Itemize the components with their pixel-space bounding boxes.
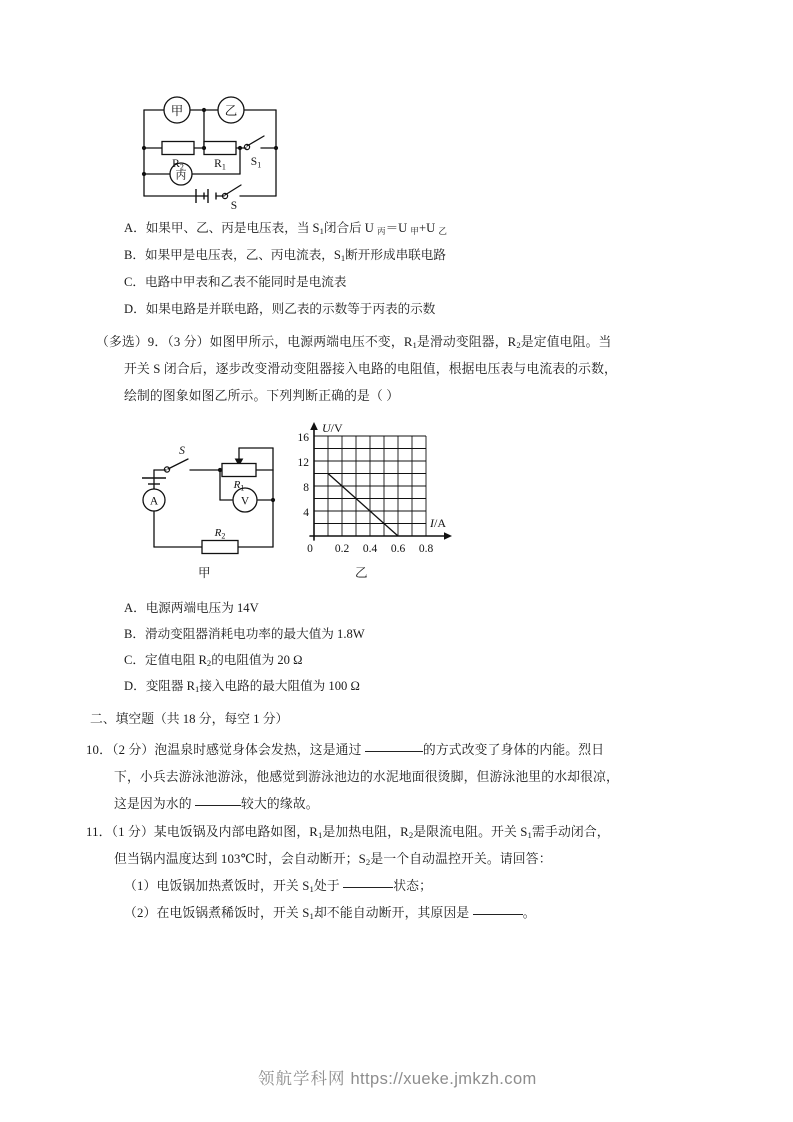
- q11-l2a: 但当锅内温度达到 103℃时，会自动断开；S: [114, 852, 366, 866]
- y-tick-4: 4: [303, 507, 309, 519]
- q11-l3a: （1）电饭锅加热煮饭时，开关 S: [124, 879, 310, 893]
- x-tick-08: 0.8: [418, 543, 434, 555]
- q9-stem-l1c: 是定值电阻。当: [520, 335, 612, 349]
- data-series-line: [328, 474, 398, 537]
- q8-option-d: D．如果电路是并联电路，则乙表的示数等于丙表的示数: [124, 302, 436, 316]
- q8-option-a-plus: +U: [418, 221, 439, 235]
- q11-l1c: 是限流电阻。开关 S: [413, 825, 528, 839]
- q11-line1: [86, 820, 610, 848]
- q8-option-b: [124, 243, 446, 270]
- meter-bing-label: 丙: [175, 169, 187, 182]
- q10-line2: 下，小兵去游泳池游泳，他感觉到游泳池边的水泥地面很烫脚，但游泳池里的水却很凉，: [114, 770, 619, 784]
- switch-s1-label: $S_1$: [250, 156, 262, 170]
- q8-option-a-sub1: 1: [319, 225, 324, 236]
- x-tick-0: 0: [307, 543, 313, 555]
- circuit-diagram-q8: [128, 86, 293, 210]
- q11-l2s1: 2: [365, 856, 371, 867]
- q8-option-b-text: B．如果甲是电压表，乙、丙电流表，S: [124, 248, 341, 262]
- q11-l1b: 是加热电阻，R: [322, 825, 409, 839]
- x-axis-arrow: [444, 532, 452, 540]
- q8-option-a: [124, 216, 447, 243]
- q9-option-c-sub: 2: [206, 657, 212, 668]
- q9-option-a: A．电源两端电压为 14V: [124, 601, 259, 615]
- q9-option-d: [124, 674, 360, 701]
- q10-l1a: 10．（2 分）泡温泉时感觉身体会发热，这是通过: [86, 743, 365, 757]
- x-tick-04: 0.4: [362, 543, 378, 555]
- q9-stem-l1s1: 1: [412, 339, 418, 350]
- q11-l1a: 11．（1 分）某电饭锅及内部电路如图，R: [86, 825, 318, 839]
- q11-l3s1: 1: [309, 883, 314, 894]
- x-tick-02: 0.2: [334, 543, 350, 555]
- ammeter-label: A: [149, 495, 159, 508]
- x-axis-label: I/A: [430, 516, 446, 530]
- q8-option-a-sub2: 丙: [377, 225, 386, 236]
- switch-s-label: S: [230, 200, 238, 210]
- figure-caption-yi: 乙: [355, 566, 368, 580]
- y-tick-12: 12: [297, 457, 309, 469]
- resistor-r2-label-q9: $R_2$: [214, 527, 226, 541]
- q10-l3a: 这是因为水的: [114, 797, 196, 811]
- resistor-r2-symbol: [162, 142, 194, 155]
- q8-option-b-rest: 断开形成串联电路: [345, 248, 446, 262]
- q10-blank-1[interactable]: [365, 751, 423, 752]
- q9-stem-line1: [96, 330, 611, 358]
- q11-l1s2: 2: [408, 829, 414, 840]
- q9-stem-l1s2: 2: [516, 339, 521, 350]
- q8-option-a-sub3: 甲: [410, 225, 419, 236]
- q11-l2b: 是一个自动温控开关。请回答：: [370, 852, 552, 866]
- q9-option-d-sub: 1: [195, 683, 200, 694]
- x-tick-06: 0.6: [390, 543, 406, 555]
- q11-line2: [114, 847, 552, 875]
- q9-stem-line2: 开关 S 闭合后，逐步改变滑动变阻器接入电路的电阻值，根据电压表与电流表的示数，: [124, 362, 617, 376]
- q8-option-a-eq: ＝U: [385, 221, 411, 235]
- y-tick-8: 8: [303, 482, 309, 494]
- q11-l4s1: 1: [309, 910, 314, 921]
- q11-l4a: （2）在电饭锅煮稀饭时，开关 S: [124, 906, 310, 920]
- graph-q9: [288, 418, 463, 568]
- q9-option-d-a: D．变阻器 R: [124, 679, 196, 693]
- watermark-url: https://xueke.jmkzh.com: [350, 1070, 537, 1088]
- q11-l4b: 却不能自动断开，其原因是: [313, 906, 473, 920]
- q11-l1s3: 1: [527, 829, 533, 840]
- figure-caption-jia: 甲: [198, 566, 211, 580]
- q11-l3b: 处于: [313, 879, 344, 893]
- meter-jia-label: 甲: [170, 104, 184, 118]
- q11-blank-2[interactable]: [473, 914, 523, 915]
- q8-option-b-sub1: 1: [340, 252, 346, 263]
- y-axis-arrow: [310, 422, 318, 430]
- q10-l3b: 较大的缘故。: [241, 797, 319, 811]
- rheostat-r1-label: $R_1$: [233, 479, 245, 493]
- y-axis-label: U/V: [322, 421, 343, 435]
- q9-option-b: B．滑动变阻器消耗电功率的最大值为 1.8W: [124, 627, 365, 641]
- resistor-r2-label: $R_2$: [172, 158, 184, 172]
- q8-option-a-text: A．如果甲、乙、丙是电压表，当 S: [124, 221, 320, 235]
- rheostat-r1-symbol: [222, 464, 256, 477]
- watermark: [258, 1065, 537, 1089]
- q9-stem-l1a: （多选）9．（3 分）如图甲所示，电源两端电压不变，R: [96, 335, 413, 349]
- voltmeter-label: V: [240, 495, 250, 508]
- q11-blank-1[interactable]: [343, 887, 393, 888]
- q9-option-c-a: C．定值电阻 R: [124, 653, 207, 667]
- section-2-heading: 二、填空题（共 18 分，每空 1 分）: [90, 712, 289, 726]
- y-tick-16: 16: [297, 432, 309, 444]
- q11-l3c: 状态；: [393, 879, 433, 893]
- meter-yi-label: 乙: [224, 104, 238, 118]
- resistor-r2-symbol-q9: [202, 541, 238, 554]
- q11-l1d: 需手动闭合，: [532, 825, 610, 839]
- resistor-r1-label: $R_1$: [214, 158, 226, 172]
- q10-l1b: 的方式改变了身体的内能。烈日: [422, 743, 605, 757]
- q8-option-a-sub4: 乙: [438, 225, 447, 236]
- q10-blank-2[interactable]: [195, 805, 241, 806]
- switch-s-label-q9: S: [179, 445, 185, 457]
- q9-option-c: [124, 648, 302, 675]
- q9-stem-line3: 绘制的图象如图乙所示。下列判断正确的是（ ）: [124, 389, 400, 403]
- q8-option-c: C．电路中甲表和乙表不能同时是电流表: [124, 275, 347, 289]
- q9-option-c-b: 的电阻值为 20 Ω: [211, 653, 303, 667]
- q11-l1s1: 1: [317, 829, 323, 840]
- q11-l4c: 。: [522, 906, 536, 920]
- q10-line3: [114, 792, 319, 817]
- q9-option-d-b: 接入电路的最大阻值为 100 Ω: [199, 679, 360, 693]
- q9-stem-l1b: 是滑动变阻器，R: [417, 335, 517, 349]
- q8-option-a-mid: 闭合后 U: [323, 221, 378, 235]
- q10-line1: [86, 738, 604, 763]
- q11-sub2: [124, 901, 536, 929]
- circuit-diagram-q9: [140, 432, 300, 567]
- watermark-site-name: 领航学科网: [258, 1070, 346, 1088]
- resistor-r1-symbol: [204, 142, 236, 155]
- q11-sub1: [124, 874, 432, 902]
